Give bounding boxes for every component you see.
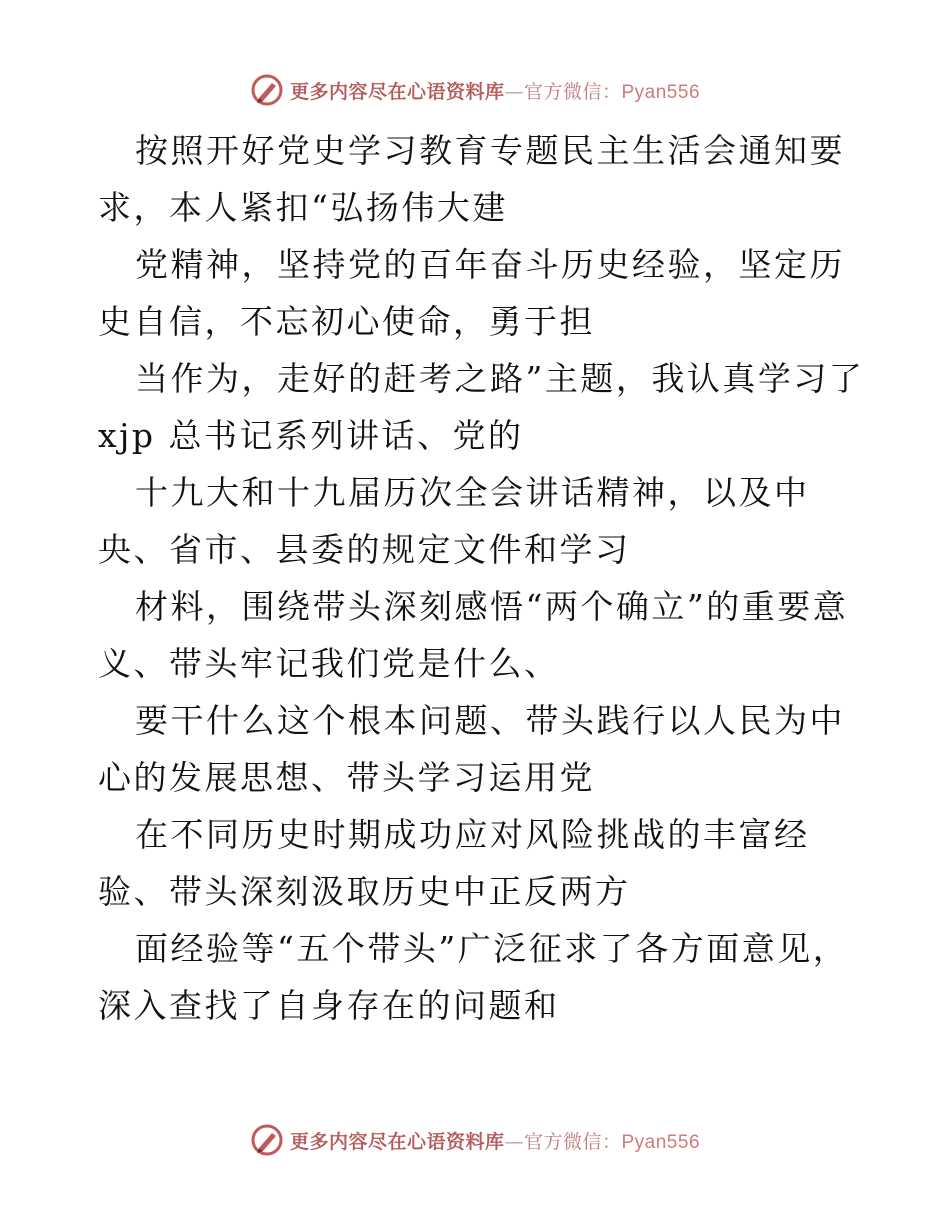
paragraph: 在不同历史时期成功应对风险挑战的丰富经验、带头深刻汲取历史中正反两方 (98, 815, 810, 911)
pen-logo-icon (250, 1123, 284, 1157)
paragraph: 面经验等“五个带头”广泛征求了各方面意见，深入查找了自身存在的问题和 (98, 929, 849, 1025)
watermark-text (290, 77, 700, 104)
footer-watermark (0, 1120, 950, 1160)
wechat-label: 官方微信： (523, 1130, 622, 1153)
paragraph: 十九大和十九届历次全会讲话精神，以及中央、省市、县委的规定文件和学习 (98, 473, 810, 569)
document-body (98, 122, 868, 1034)
watermark-text (290, 1127, 700, 1154)
pen-logo-icon (250, 73, 284, 107)
header-watermark (0, 70, 950, 110)
separator: — (504, 80, 524, 103)
brand-text: 更多内容尽在心语资料库 (289, 1130, 505, 1153)
wechat-account: Pyan556 (621, 81, 701, 103)
paragraph: 当作为，走好的赶考之路”主题，我认真学习了xjp 总书记系列讲话、党的 (98, 359, 865, 455)
brand-text: 更多内容尽在心语资料库 (289, 80, 505, 103)
paragraph: 党精神，坚持党的百年奋斗历史经验，坚定历史自信，不忘初心使命，勇于担 (98, 245, 845, 341)
paragraph: 材料，围绕带头深刻感悟“两个确立”的重要意义、带头牢记我们党是什么、 (98, 587, 849, 683)
separator: — (504, 1130, 524, 1153)
paragraph: 按照开好党史学习教育专题民主生活会通知要求，本人紧扣“弘扬伟大建 (98, 131, 845, 227)
wechat-account: Pyan556 (621, 1131, 701, 1153)
paragraph: 要干什么这个根本问题、带头践行以人民为中心的发展思想、带头学习运用党 (98, 701, 845, 797)
wechat-label: 官方微信： (523, 80, 622, 103)
